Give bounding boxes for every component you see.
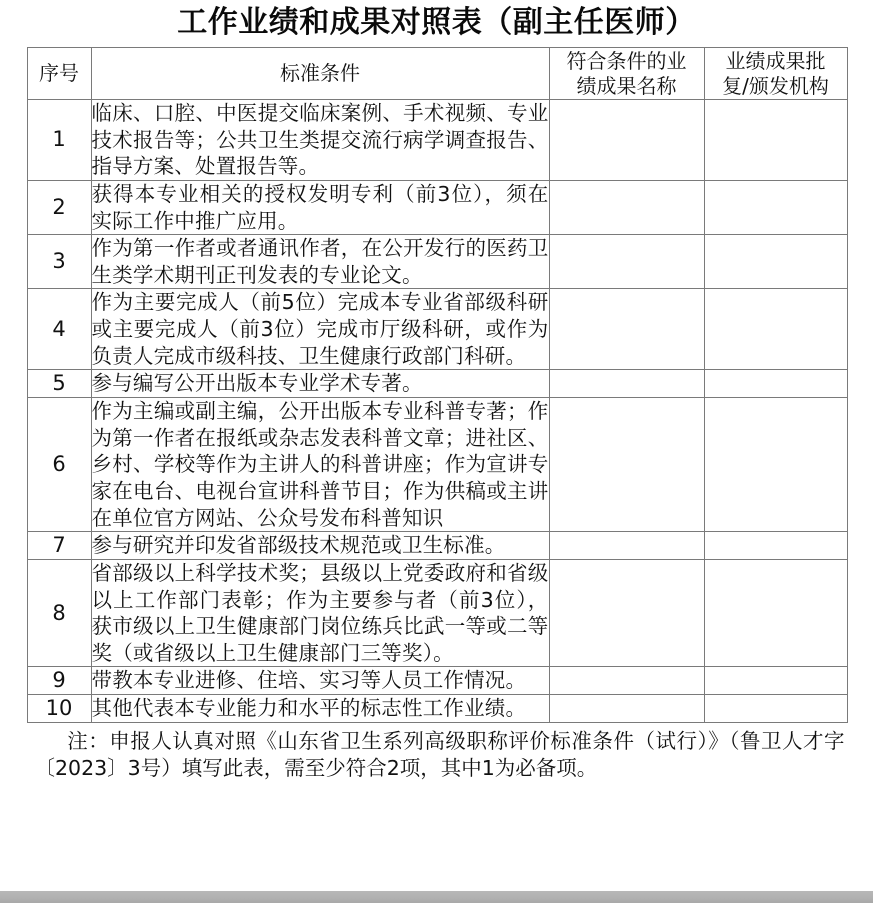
- row-achievement-name-cell[interactable]: [549, 370, 704, 398]
- row-achievement-name-cell[interactable]: [549, 100, 704, 181]
- row-approval-org-cell[interactable]: [704, 100, 847, 181]
- row-index: 7: [27, 532, 91, 560]
- table-row: [27, 667, 847, 695]
- column-header-index-label: 序号: [39, 61, 79, 86]
- row-criteria: 作为主编或副主编，公开出版本专业科普专著；作为第一作者在报纸或杂志发表科普文章；进社区、乡村、学校等作为主讲人的科普讲座；作为宣讲专家在电台、电视台宣讲科普节目；作为供稿或主讲在单位官方网站、公众号发布科普知识: [91, 398, 549, 532]
- column-header-approval-org-line1: 业绩成果批: [725, 49, 826, 74]
- table-header: [27, 48, 847, 100]
- row-achievement-name-cell[interactable]: [549, 559, 704, 667]
- table-row: [27, 370, 847, 398]
- row-criteria: 参与研究并印发省部级技术规范或卫生标准。: [91, 532, 549, 560]
- table-body: [27, 100, 847, 723]
- row-criteria: 省部级以上科学技术奖；县级以上党委政府和省级以上工作部门表彰；作为主要参与者（前3位），获市级以上卫生健康部门岗位练兵比武一等或二等奖（或省级以上卫生健康部门三等奖）。: [91, 559, 549, 667]
- achievement-table-container: [27, 47, 847, 723]
- row-criteria: 作为第一作者或者通讯作者，在公开发行的医药卫生类学术期刊正刊发表的专业论文。: [91, 235, 549, 289]
- bottom-gray-band: [0, 891, 873, 903]
- row-index: 10: [27, 695, 91, 723]
- row-approval-org-cell[interactable]: [704, 180, 847, 234]
- row-approval-org-cell[interactable]: [704, 667, 847, 695]
- row-achievement-name-cell[interactable]: [549, 532, 704, 560]
- table-row: [27, 289, 847, 370]
- column-header-approval-org: [704, 48, 847, 100]
- header-row: [27, 48, 847, 100]
- column-header-criteria: [91, 48, 549, 100]
- row-criteria: 作为主要完成人（前5位）完成本专业省部级科研或主要完成人（前3位）完成市厅级科研，或作为负责人完成市级科技、卫生健康行政部门科研。: [91, 289, 549, 370]
- column-header-index: [27, 48, 91, 100]
- row-index: 6: [27, 398, 91, 532]
- row-achievement-name-cell[interactable]: [549, 235, 704, 289]
- row-approval-org-cell[interactable]: [704, 532, 847, 560]
- row-index: 1: [27, 100, 91, 181]
- row-criteria: 获得本专业相关的授权发明专利（前3位），须在实际工作中推广应用。: [91, 180, 549, 234]
- row-index: 2: [27, 180, 91, 234]
- row-approval-org-cell[interactable]: [704, 235, 847, 289]
- table-row: [27, 559, 847, 667]
- row-approval-org-cell[interactable]: [704, 559, 847, 667]
- row-approval-org-cell[interactable]: [704, 370, 847, 398]
- row-approval-org-cell[interactable]: [704, 695, 847, 723]
- row-criteria: 参与编写公开出版本专业学术专著。: [91, 370, 549, 398]
- row-index: 3: [27, 235, 91, 289]
- column-header-achievement-name-line1: 符合条件的业: [566, 49, 687, 74]
- row-index: 9: [27, 667, 91, 695]
- row-index: 8: [27, 559, 91, 667]
- column-header-achievement-name-line2: 绩成果名称: [576, 73, 677, 98]
- page-title: 工作业绩和成果对照表（副主任医师）: [177, 5, 696, 40]
- column-header-achievement-name: [549, 48, 704, 100]
- row-achievement-name-cell[interactable]: [549, 667, 704, 695]
- row-index: 5: [27, 370, 91, 398]
- row-achievement-name-cell[interactable]: [549, 695, 704, 723]
- row-criteria: 其他代表本专业能力和水平的标志性工作业绩。: [91, 695, 549, 723]
- row-criteria: 临床、口腔、中医提交临床案例、手术视频、专业技术报告等；公共卫生类提交流行病学调查报告、指导方案、处置报告等。: [91, 100, 549, 181]
- table-row: [27, 180, 847, 234]
- row-achievement-name-cell[interactable]: [549, 398, 704, 532]
- achievement-table: [27, 47, 848, 723]
- row-approval-org-cell[interactable]: [704, 398, 847, 532]
- row-index: 4: [27, 289, 91, 370]
- table-row: [27, 398, 847, 532]
- table-row: [27, 100, 847, 181]
- table-row: [27, 532, 847, 560]
- row-approval-org-cell[interactable]: [704, 289, 847, 370]
- table-row: [27, 235, 847, 289]
- row-achievement-name-cell[interactable]: [549, 180, 704, 234]
- column-header-criteria-label: 标准条件: [280, 61, 360, 86]
- row-criteria: 带教本专业进修、住培、实习等人员工作情况。: [91, 667, 549, 695]
- table-row: [27, 695, 847, 723]
- row-achievement-name-cell[interactable]: [549, 289, 704, 370]
- footer-note: 注：申报人认真对照《山东省卫生系列高级职称评价标准条件（试行）》（鲁卫人才字〔2023〕3号）填写此表，需至少符合2项，其中1为必备项。: [34, 728, 845, 781]
- column-header-approval-org-line2: 复/颁发机构: [722, 73, 829, 98]
